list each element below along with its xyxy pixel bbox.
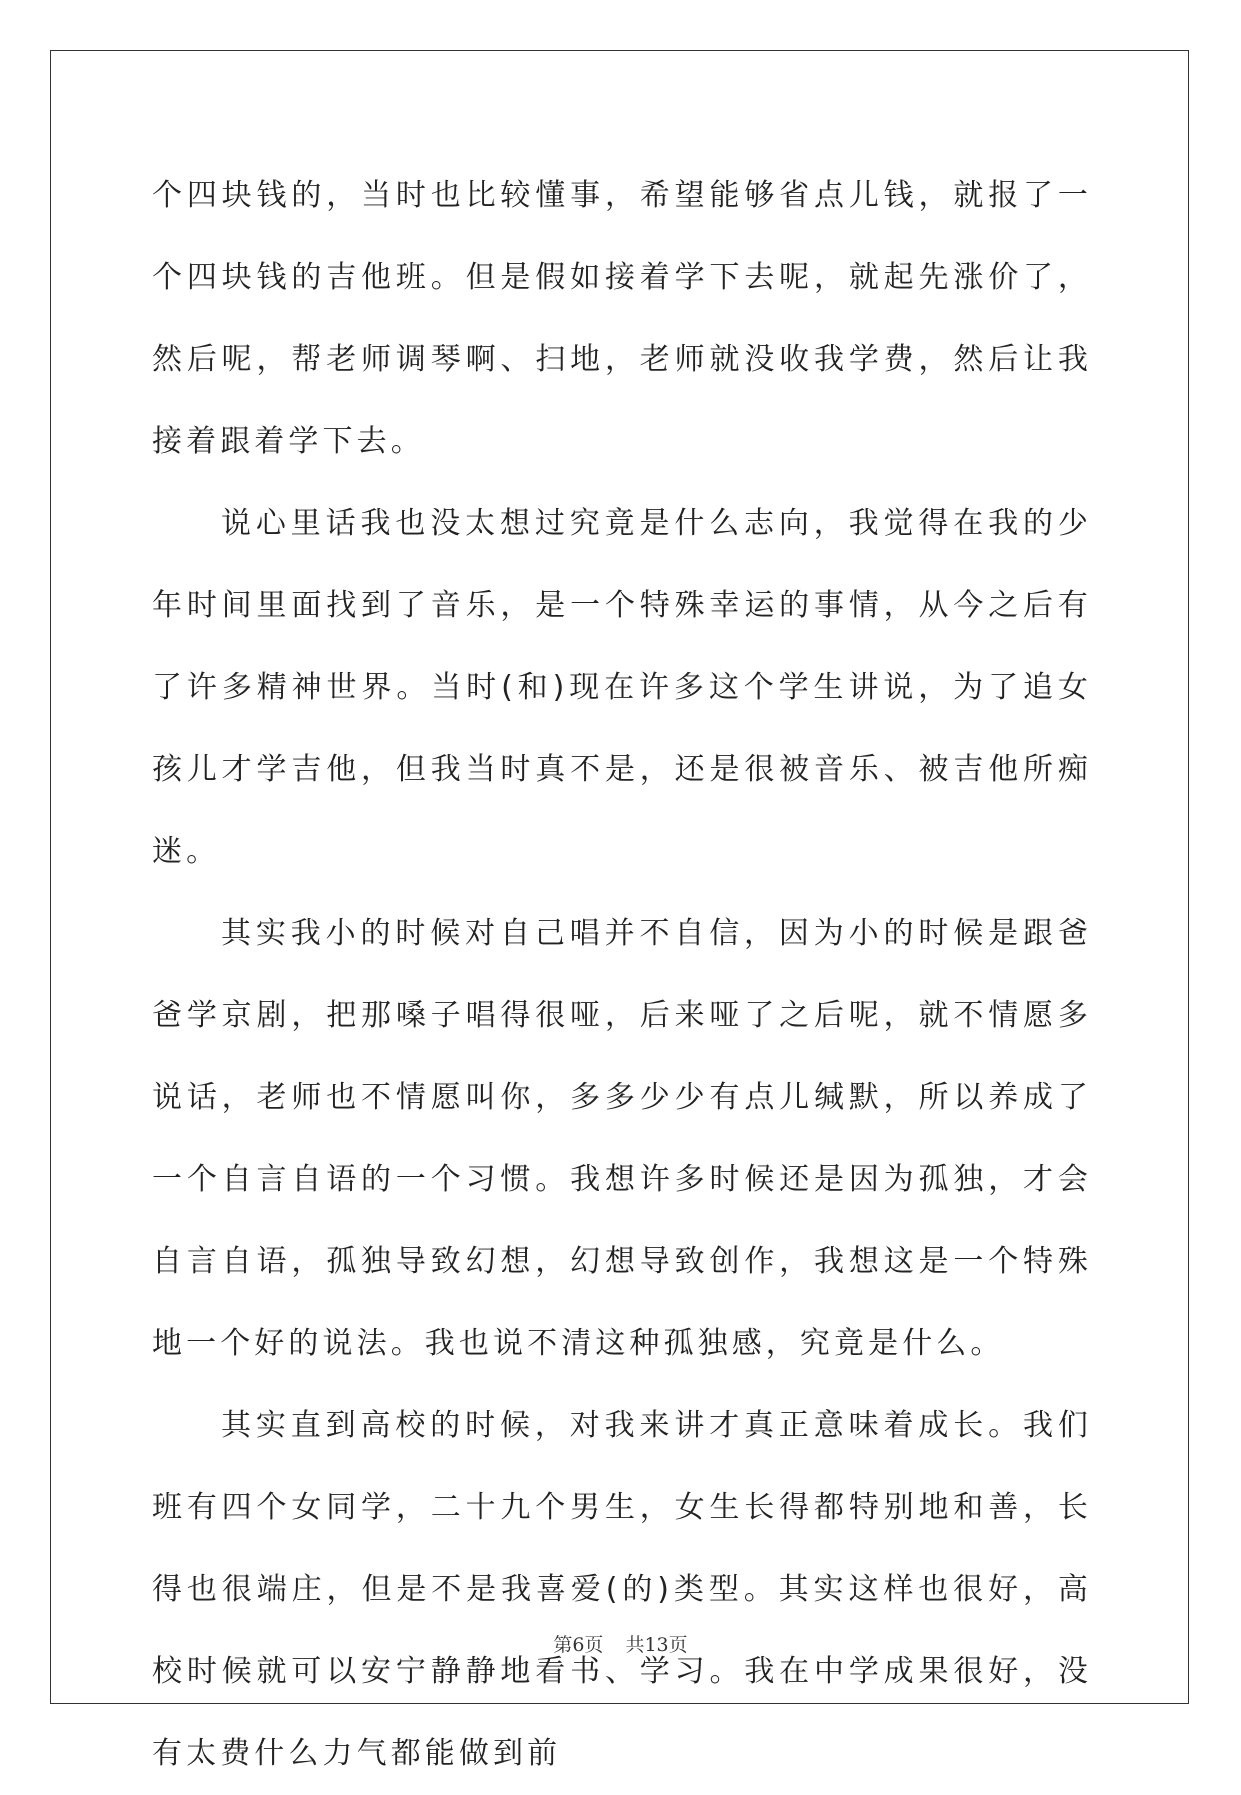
page-footer — [0, 1630, 1241, 1657]
paragraph-4: 其实直到高校的时候，对我来讲才真正意味着成长。我们班有四个女同学，二十九个男生，女生长得都特别地和善，长得也很端庄，但是不是我喜爱(的)类型。其实这样也很好，高校时候就可以安宁静静地看书、学习。我在中学成果很好，没有太费什么力气都能做到前 — [152, 1408, 1092, 1771]
document-body — [152, 155, 1092, 1795]
paragraph-1: 个四块钱的，当时也比较懂事，希望能够省点儿钱，就报了一个四块钱的吉他班。但是假如接着学下去呢，就起先涨价了，然后呢，帮老师调琴啊、扫地，老师就没收我学费，然后让我接着跟着学下去。 — [152, 178, 1092, 459]
paragraph-3: 其实我小的时候对自己唱并不自信，因为小的时候是跟爸爸学京剧，把那嗓子唱得很哑，后来哑了之后呢，就不情愿多说话，老师也不情愿叫你，多多少少有点儿缄默，所以养成了一个自言自语的一个习惯。我想许多时候还是因为孤独，才会自言自语，孤独导致幻想，幻想导致创作，我想这是一个特殊地一个好的说法。我也说不清这种孤独感，究竟是什么。 — [152, 916, 1092, 1361]
paragraph-2: 说心里话我也没太想过究竟是什么志向，我觉得在我的少年时间里面找到了音乐，是一个特殊幸运的事情，从今之后有了许多精神世界。当时(和)现在许多这个学生讲说，为了追女孩儿才学吉他，但我当时真不是，还是很被音乐、被吉他所痴迷。 — [152, 506, 1092, 869]
page-total: 共13页 — [625, 1634, 688, 1656]
page-number: 第6页 — [553, 1634, 604, 1656]
